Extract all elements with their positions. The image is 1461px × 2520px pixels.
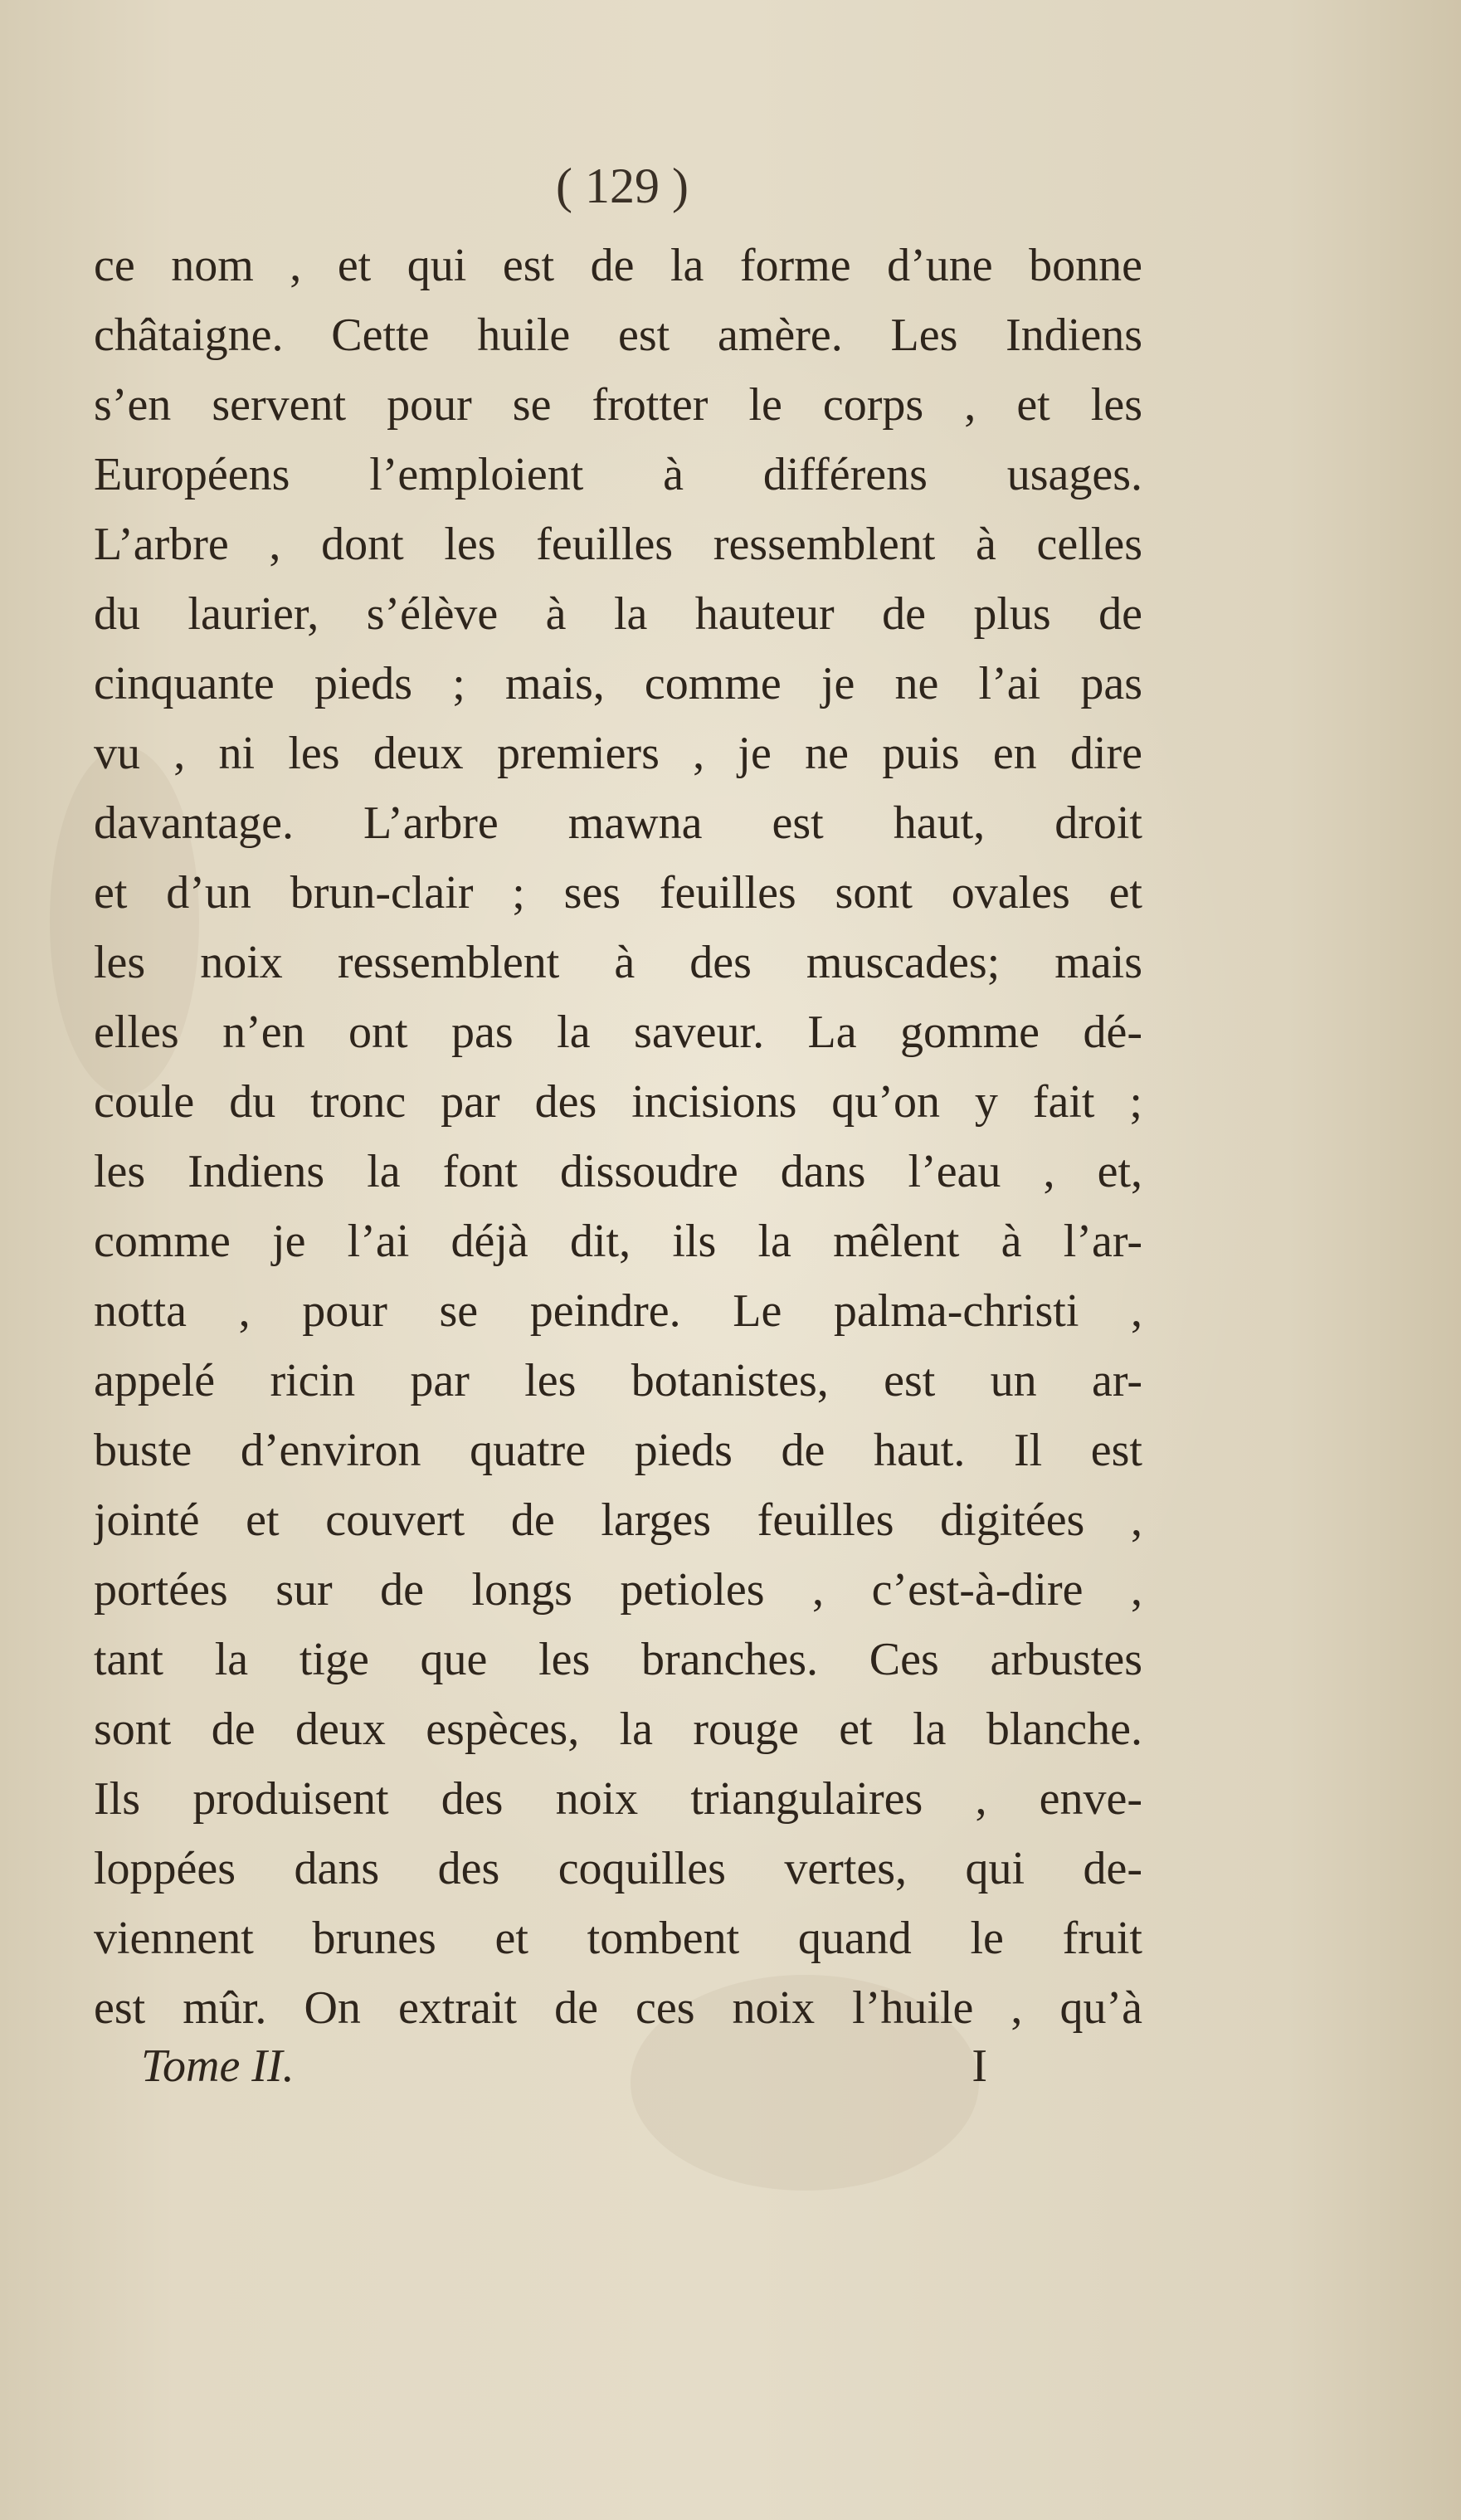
page-footer [141, 2031, 987, 2101]
text-line: appelé ricin par les botanistes, est un ar- [94, 1355, 1142, 1406]
page-number: ( 129 ) [556, 158, 689, 213]
text-line: sont de deux espèces, la rouge et la blanche. [94, 1704, 1142, 1755]
text-line: jointé et couvert de larges feuilles digitées , [94, 1494, 1142, 1546]
text-line: vu , ni les deux premiers , je ne puis en dire [94, 728, 1142, 779]
text-line: cinquante pieds ; mais, comme je ne l’ai pas [94, 658, 1142, 709]
text-line: viennent brunes et tombent quand le fruit [94, 1913, 1142, 1964]
text-line: notta , pour se peindre. Le palma-christi , [94, 1285, 1142, 1337]
text-line: coule du tronc par des incisions qu’on y fait ; [94, 1076, 1142, 1128]
text-line: L’arbre , dont les feuilles ressemblent à celles [94, 519, 1142, 570]
text-line: ce nom , et qui est de la forme d’une bonne [94, 240, 1142, 291]
text-line: davantage. L’arbre mawna est haut, droit [94, 797, 1142, 849]
text-line: tant la tige que les branches. Ces arbustes [94, 1634, 1142, 1685]
body-text [94, 231, 1142, 2043]
text-line: buste d’environ quatre pieds de haut. Il est [94, 1425, 1142, 1476]
volume-label: Tome II. [141, 2040, 295, 2092]
signature-mark: I [972, 2040, 987, 2092]
text-line: loppées dans des coquilles vertes, qui de- [94, 1843, 1142, 1894]
text-line: portées sur de longs petioles , c’est-à-dire , [94, 1564, 1142, 1616]
text-line: les Indiens la font dissoudre dans l’eau , et, [94, 1146, 1142, 1197]
text-line: les noix ressemblent à des muscades; mais [94, 937, 1142, 988]
text-line: du laurier, s’élève à la hauteur de plus de [94, 588, 1142, 640]
text-line: et d’un brun-clair ; ses feuilles sont ovales et [94, 867, 1142, 919]
text-line: elles n’en ont pas la saveur. La gomme dé- [94, 1007, 1142, 1058]
text-line: comme je l’ai déjà dit, ils la mêlent à l’ar- [94, 1216, 1142, 1267]
text-line: est mûr. On extrait de ces noix l’huile , qu’à [94, 1982, 1142, 2034]
text-line: châtaigne. Cette huile est amère. Les Indiens [94, 310, 1142, 361]
text-line: s’en servent pour se frotter le corps , et les [94, 379, 1142, 431]
text-line: Ils produisent des noix triangulaires , enve- [94, 1773, 1142, 1825]
text-line: Européens l’emploient à différens usages. [94, 449, 1142, 500]
